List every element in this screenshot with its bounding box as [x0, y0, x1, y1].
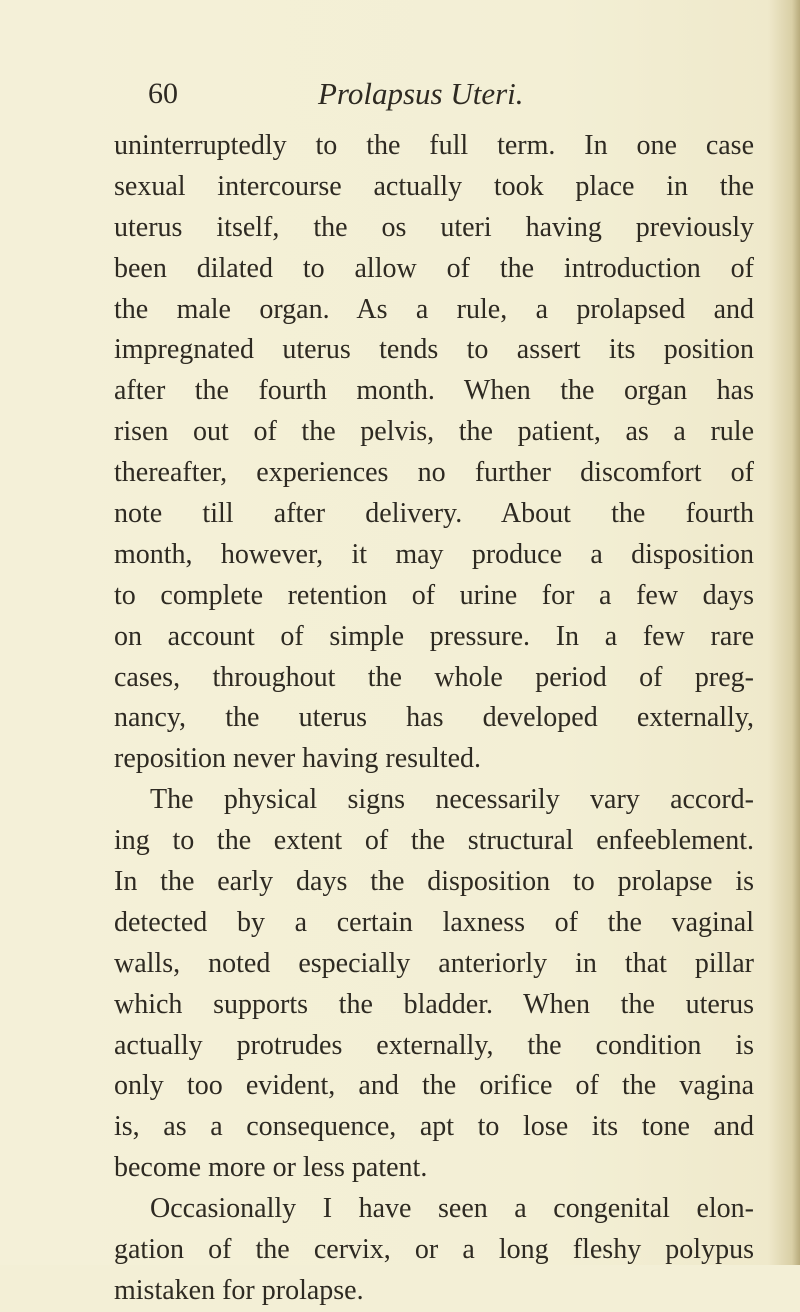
text-line: on account of simple pressure. In a few rare: [114, 620, 754, 652]
text-line: uterus itself, the os uteri having previously: [114, 211, 754, 243]
text-line: after the fourth month. When the organ has: [114, 375, 754, 407]
page-header: [148, 74, 668, 114]
text-line: ing to the extent of the structural enfeeblement.: [114, 825, 754, 857]
text-line: nancy, the uterus has developed externally,: [114, 702, 754, 734]
text-line: reposition never having resulted.: [114, 743, 482, 775]
text-line: In the early days the disposition to prolapse is: [114, 866, 754, 898]
text-line: to complete retention of urine for a few days: [114, 579, 754, 611]
text-line: walls, noted especially anteriorly in that pillar: [114, 947, 754, 979]
text-line: impregnated uterus tends to assert its position: [114, 334, 754, 366]
text-line: actually protrudes externally, the condition is: [114, 1029, 754, 1061]
page-number: 60: [148, 77, 178, 110]
text-line: thereafter, experiences no further discomfort of: [114, 457, 754, 489]
body-text: [114, 126, 754, 1312]
text-line: uninterruptedly to the full term. In one case: [114, 130, 754, 161]
text-line: mistaken for prolapse.: [114, 1274, 364, 1306]
running-title: Prolapsus Uteri.: [318, 76, 524, 111]
text-line: Occasionally I have seen a congenital elon-: [150, 1193, 754, 1225]
text-line: sexual intercourse actually took place in the: [114, 170, 754, 202]
text-line: gation of the cervix, or a long fleshy polypus: [114, 1234, 754, 1266]
text-line: The physical signs necessarily vary accord-: [150, 784, 754, 816]
text-line: is, as a consequence, apt to lose its tone and: [114, 1111, 754, 1143]
text-line: the male organ. As a rule, a prolapsed and: [114, 293, 754, 325]
text-line: cases, throughout the whole period of preg-: [114, 661, 754, 693]
text-line: month, however, it may produce a disposition: [114, 538, 754, 570]
text-line: become more or less patent.: [114, 1152, 428, 1184]
text-line: note till after delivery. About the fourth: [114, 498, 754, 530]
text-line: detected by a certain laxness of the vaginal: [114, 906, 754, 938]
text-line: been dilated to allow of the introduction of: [114, 252, 754, 284]
text-line: which supports the bladder. When the uterus: [114, 988, 754, 1020]
text-line: only too evident, and the orifice of the vagina: [114, 1070, 754, 1102]
text-line: risen out of the pelvis, the patient, as a rule: [114, 416, 754, 448]
